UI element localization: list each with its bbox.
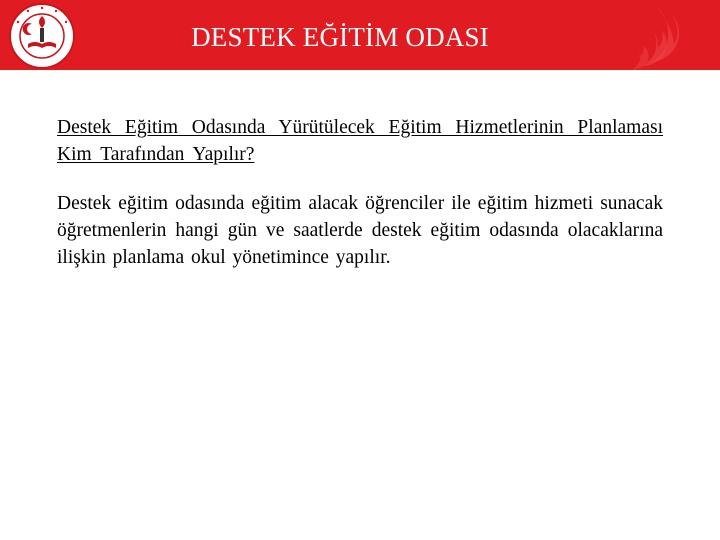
content-area — [57, 114, 663, 271]
ministry-of-education-emblem-icon — [8, 2, 76, 70]
page-title: DESTEK EĞİTİM ODASI — [191, 22, 489, 52]
header-bar — [0, 0, 720, 70]
flame-icon — [612, 2, 698, 70]
answer-paragraph: Destek eğitim odasında eğitim alacak öğrenciler ile eğitim hizmeti sunacak öğretmenlerin hangi gün ve saatlerde destek eğitim odasında olacaklarına ilişkin planlama okul yönetimince yapılır. — [57, 193, 663, 268]
question-heading: Destek Eğitim Odasında Yürütülecek Eğitim Hizmetlerinin Planlaması Kim Tarafından Yapılır? — [57, 117, 663, 165]
